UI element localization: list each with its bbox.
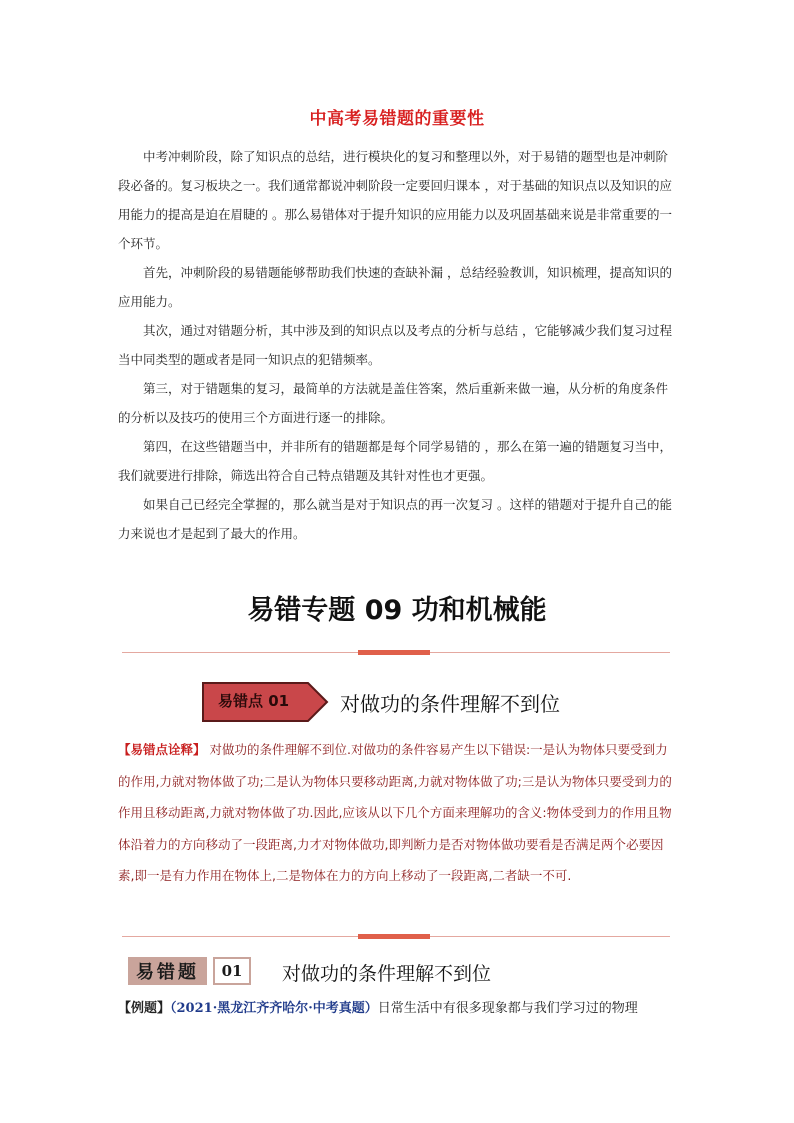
divider-accent <box>358 650 430 655</box>
example-line <box>118 998 678 1020</box>
intro-paragraph: 第三，对于错题集的复习，最简单的方法就是盖住答案，然后重新来做一遍，从分析的角度条件的分析以及技巧的使用三个方面进行逐一的排除。 <box>118 381 669 425</box>
example-tag: 【例题】 <box>118 1001 171 1016</box>
badge-label: 易错点 01 <box>218 692 290 710</box>
divider-accent <box>358 934 430 939</box>
error-point-badge <box>200 680 330 724</box>
intro-paragraph: 第四，在这些错题当中，并非所有的错题都是每个同学易错的 ，那么在第一遍的错题复习当中，我们就要进行排除，筛选出符合自己特点错题及其针对性也才更强。 <box>118 439 672 483</box>
intro-paragraph: 中考冲刺阶段，除了知识点的总结，进行模块化的复习和整理以外，对于易错的题型也是冲刺阶段必备的。复习板块之一。我们通常都说冲刺阶段一定要回归课本 ，对于基础的知识点以及知识的应用能力的提高是迫在眉睫的 。那么易错体对于提升知识的应用能力以及巩固基础来说是非常重要的一个环节。 <box>118 149 672 251</box>
question-label-text: 易错题 <box>128 957 207 985</box>
intro-paragraph: 如果自己已经完全掌握的，那么就当是对于知识点的再一次复习 。这样的错题对于提升自己的能力来说也才是起到了最大的作用。 <box>118 497 672 541</box>
explain-text: 对做功的条件理解不到位.对做功的条件容易产生以下错误:一是认为物体只要受到力的作用,力就对物体做了功;二是认为物体只要移动距离,力就对物体做了功;三是认为物体只要受到力的作用且移动距离,力就对物体做了功.因此,应该从以下几个方面来理解功的含义:物体受到力的作用且物体沿着力的方向移动了一段距离,力才对物体做功,即判断力是否对物体做功要看是否满足两个必要因素,即一是有力作用在物体上,二是物体在力的方向上移动了一段距离,二者缺一不可. <box>118 742 672 883</box>
explain-tag: 【易错点诠释】 <box>118 742 206 757</box>
question-number: 01 <box>213 957 251 985</box>
intro-body <box>118 142 678 548</box>
intro-paragraph: 首先，冲刺阶段的易错题能够帮助我们快速的查缺补漏 ，总结经验教训，知识梳理，提高知识的应用能力。 <box>118 265 672 309</box>
question-label <box>128 956 251 986</box>
question-title: 对做功的条件理解不到位 <box>282 963 492 985</box>
error-point-explanation <box>118 734 678 892</box>
error-point-title: 对做功的条件理解不到位 <box>340 692 560 716</box>
intro-paragraph: 其次，通过对错题分析，其中涉及到的知识点以及考点的分析与总结 ，它能够减少我们复习过程当中同类型的题或者是同一知识点的犯错频率。 <box>118 323 672 367</box>
section-divider <box>122 652 670 653</box>
intro-title: 中高考易错题的重要性 <box>309 109 485 129</box>
section-divider <box>122 936 670 937</box>
example-text: 日常生活中有很多现象都与我们学习过的物理 <box>377 1001 638 1016</box>
topic-title: 易错专题 09 功和机械能 <box>247 595 547 626</box>
example-source: （2021·黑龙江齐齐哈尔·中考真题） <box>170 1001 378 1016</box>
